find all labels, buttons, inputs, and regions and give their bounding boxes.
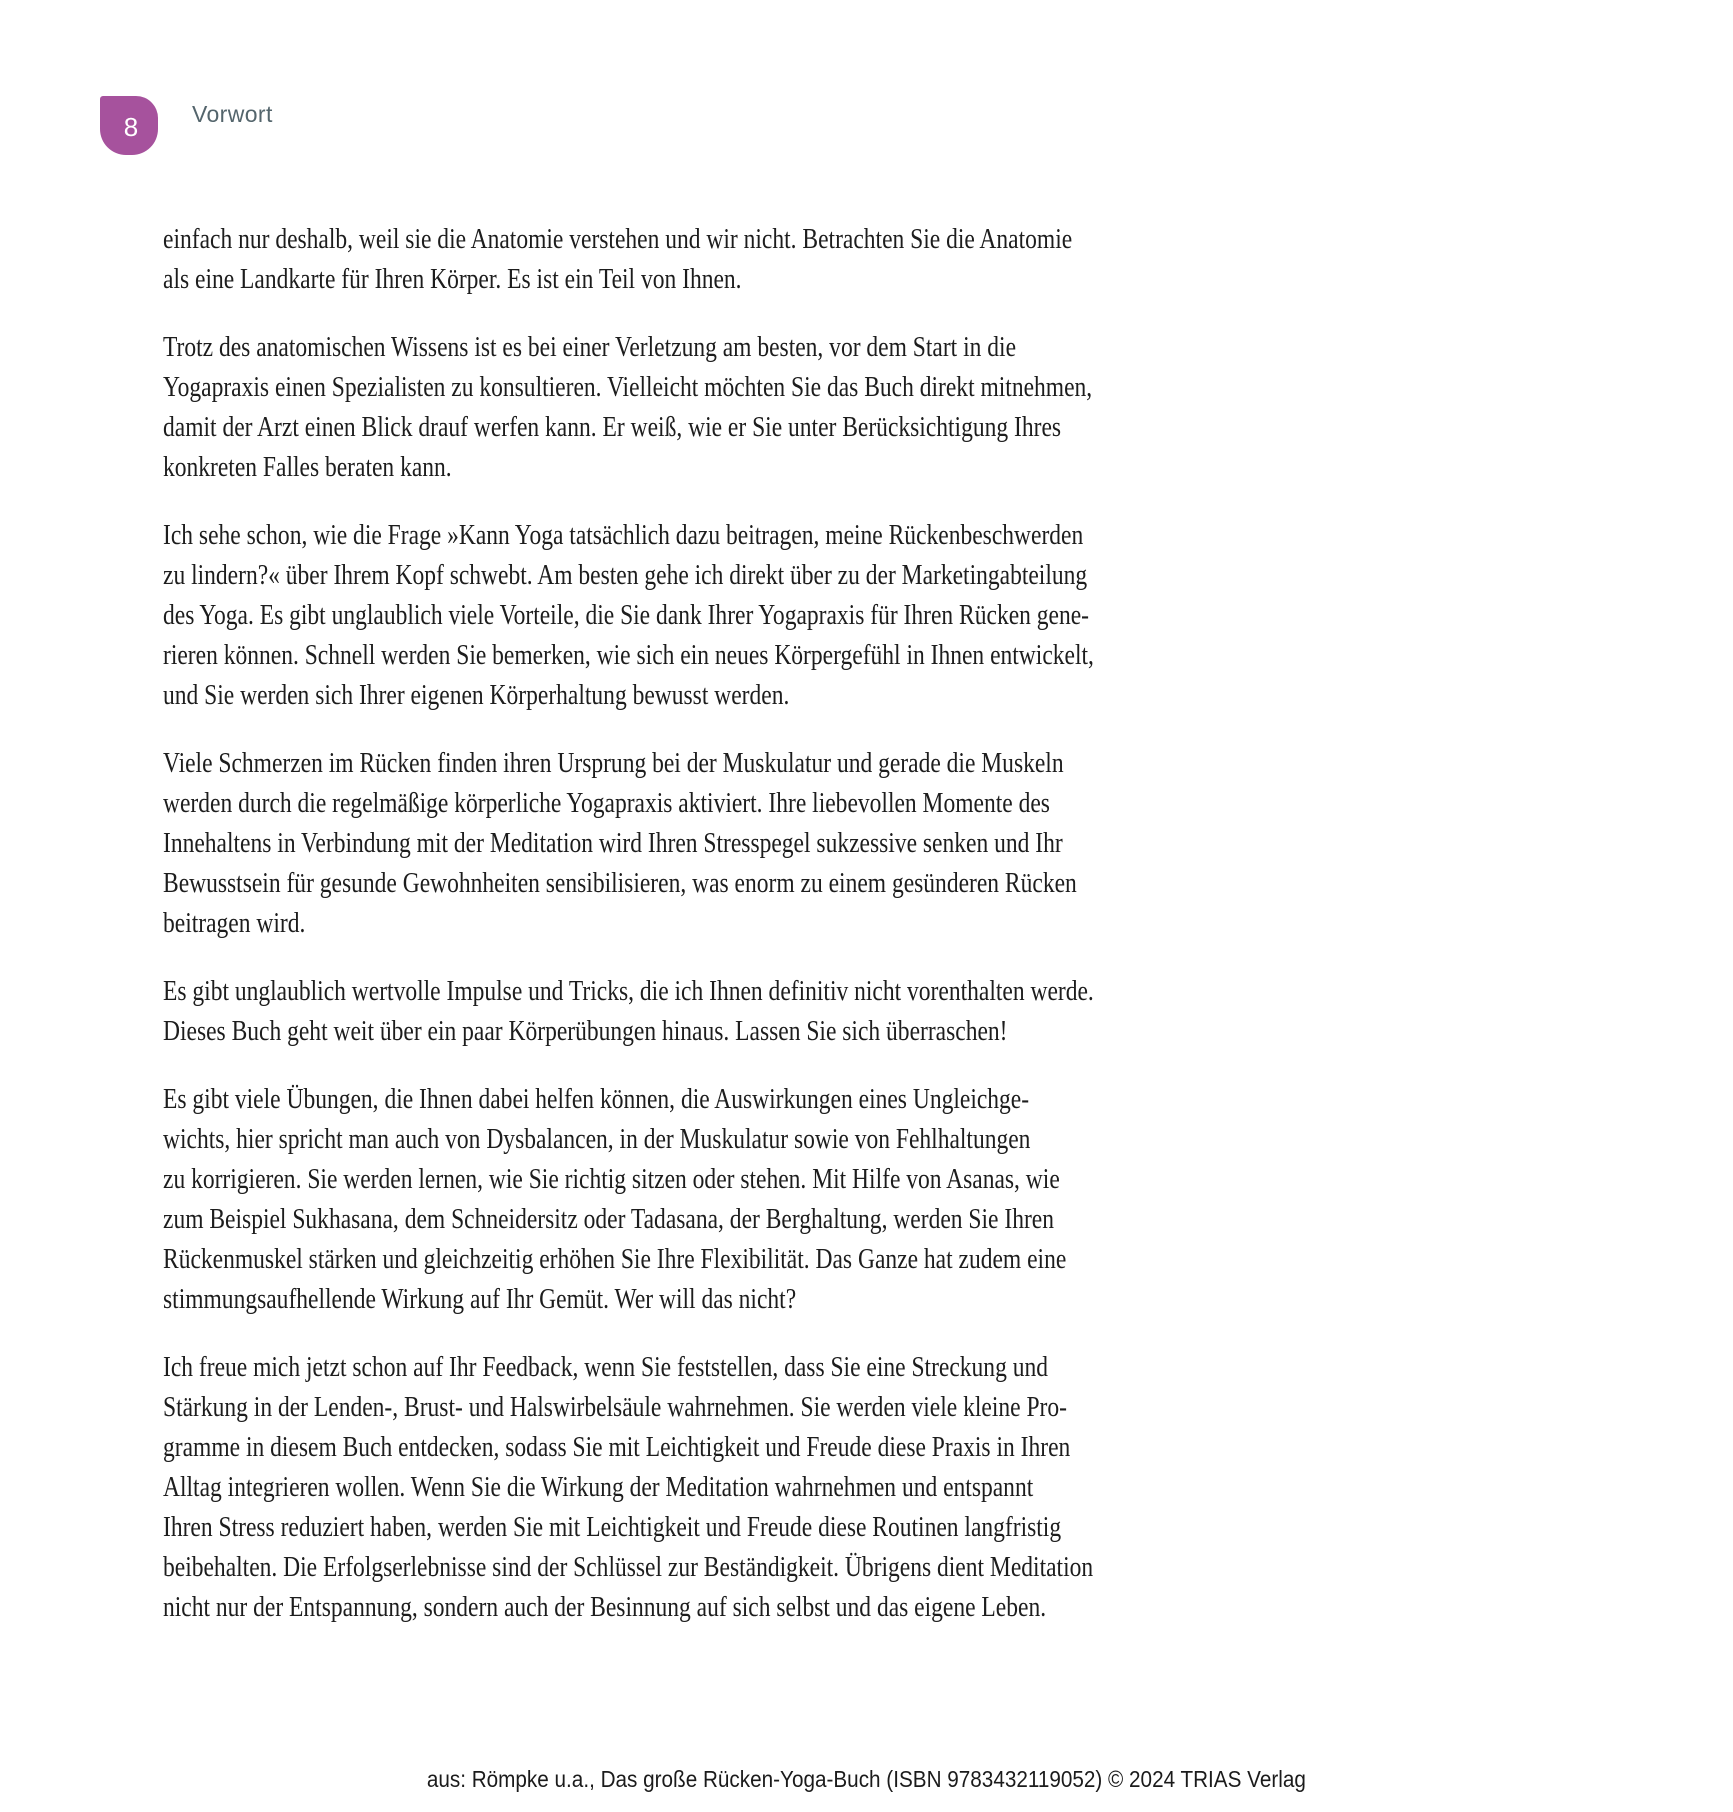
- text-line: Es gibt viele Übungen, die Ihnen dabei helfen können, die Auswirkungen eines Ungleichge-: [163, 1084, 1030, 1115]
- text-line: gramme in diesem Buch entdecken, sodass Sie mit Leichtigkeit und Freude diese Praxis in Ihren: [163, 1432, 1071, 1463]
- copyright-line: aus: Römpke u.a., Das große Rücken-Yoga-Buch (ISBN 9783432119052) © 2024 TRIAS Verlag: [426, 1766, 1307, 1792]
- paragraph: [163, 972, 1243, 1052]
- paragraph: [163, 516, 1243, 716]
- text-line: Alltag integrieren wollen. Wenn Sie die Wirkung der Meditation wahrnehmen und entspannt: [163, 1472, 1034, 1503]
- text-line: Bewusstsein für gesunde Gewohnheiten sensibilisieren, was enorm zu einem gesünderen Rücken: [163, 868, 1077, 899]
- text-line: Yogapraxis einen Spezialisten zu konsultieren. Vielleicht möchten Sie das Buch direkt mitnehmen,: [163, 372, 1093, 403]
- text-line: beibehalten. Die Erfolgserlebnisse sind der Schlüssel zur Beständigkeit. Übrigens dient Meditation: [163, 1552, 1094, 1583]
- text-line: des Yoga. Es gibt unglaublich viele Vorteile, die Sie dank Ihrer Yogapraxis für Ihren Rücken gene-: [163, 600, 1090, 631]
- text-line: zu lindern?« über Ihrem Kopf schwebt. Am besten gehe ich direkt über zu der Marketingabteilung: [163, 560, 1088, 591]
- chapter-title: Vorwort: [192, 101, 273, 127]
- text-line: einfach nur deshalb, weil sie die Anatomie verstehen und wir nicht. Betrachten Sie die Anatomie: [163, 224, 1073, 255]
- text-line: Ich sehe schon, wie die Frage »Kann Yoga tatsächlich dazu beitragen, meine Rückenbeschwerden: [163, 520, 1084, 551]
- page-footer: [0, 1766, 1733, 1793]
- paragraph: [163, 220, 1243, 300]
- text-line: Ich freue mich jetzt schon auf Ihr Feedback, wenn Sie feststellen, dass Sie eine Streckung und: [163, 1352, 1048, 1383]
- text-line: zu korrigieren. Sie werden lernen, wie Sie richtig sitzen oder stehen. Mit Hilfe von Asanas, wie: [163, 1164, 1060, 1195]
- text-line: nicht nur der Entspannung, sondern auch der Besinnung auf sich selbst und das eigene Leben.: [163, 1592, 1047, 1623]
- text-line: zum Beispiel Sukhasana, dem Schneidersitz oder Tadasana, der Berghaltung, werden Sie Ihren: [163, 1204, 1054, 1235]
- text-line: Viele Schmerzen im Rücken finden ihren Ursprung bei der Muskulatur und gerade die Muskeln: [163, 748, 1064, 779]
- text-line: beitragen wird.: [163, 908, 306, 939]
- paragraph: [163, 1348, 1243, 1628]
- text-line: werden durch die regelmäßige körperliche Yogapraxis aktiviert. Ihre liebevollen Momente des: [163, 788, 1050, 819]
- text-line: Trotz des anatomischen Wissens ist es bei einer Verletzung am besten, vor dem Start in die: [163, 332, 1017, 363]
- text-line: wichts, hier spricht man auch von Dysbalancen, in der Muskulatur sowie von Fehlhaltungen: [163, 1124, 1031, 1155]
- text-line: Dieses Buch geht weit über ein paar Körperübungen hinaus. Lassen Sie sich überraschen!: [163, 1016, 1008, 1047]
- text-line: Stärkung in der Lenden-, Brust- und Halswirbelsäule wahrnehmen. Sie werden viele kleine Pro-: [163, 1392, 1067, 1423]
- text-line: Es gibt unglaublich wertvolle Impulse und Tricks, die ich Ihnen definitiv nicht vorenthalten werde.: [163, 976, 1094, 1007]
- text-line: konkreten Falles beraten kann.: [163, 452, 452, 483]
- text-line: Innehaltens in Verbindung mit der Meditation wird Ihren Stresspegel sukzessive senken und Ihr: [163, 828, 1063, 859]
- text-line: Ihren Stress reduziert haben, werden Sie mit Leichtigkeit und Freude diese Routinen langfristig: [163, 1512, 1062, 1543]
- paragraph: [163, 744, 1243, 944]
- text-line: und Sie werden sich Ihrer eigenen Körperhaltung bewusst werden.: [163, 680, 790, 711]
- text-line: Rückenmuskel stärken und gleichzeitig erhöhen Sie Ihre Flexibilität. Das Ganze hat zudem eine: [163, 1244, 1067, 1275]
- text-line: damit der Arzt einen Blick drauf werfen kann. Er weiß, wie er Sie unter Berücksichtigung Ihres: [163, 412, 1062, 443]
- text-line: rieren können. Schnell werden Sie bemerken, wie sich ein neues Körpergefühl in Ihnen entwickelt,: [163, 640, 1094, 671]
- page-number: 8: [123, 112, 139, 142]
- paragraph: [163, 1080, 1243, 1320]
- text-line: stimmungsaufhellende Wirkung auf Ihr Gemüt. Wer will das nicht?: [163, 1284, 797, 1315]
- paragraph: [163, 328, 1243, 488]
- page-number-badge: [100, 96, 158, 155]
- text-line: als eine Landkarte für Ihren Körper. Es ist ein Teil von Ihnen.: [163, 264, 742, 295]
- body-text: [163, 220, 1243, 1656]
